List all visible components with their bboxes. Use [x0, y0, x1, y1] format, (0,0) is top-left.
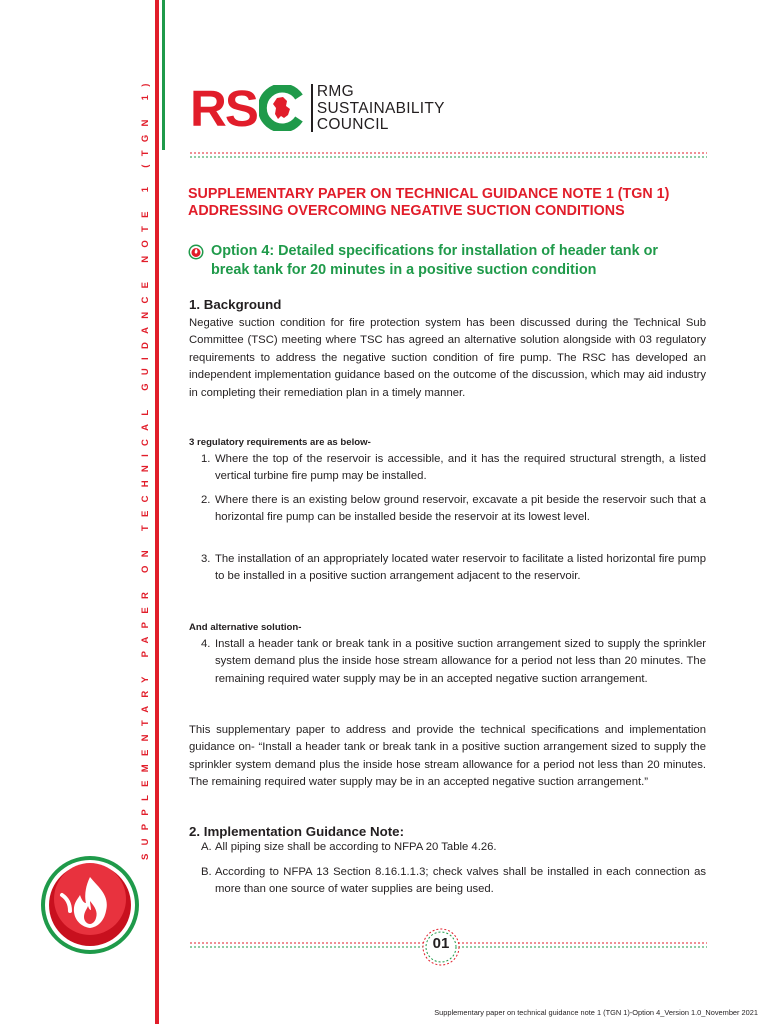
list-item-number: B.: [201, 866, 212, 878]
summary-paragraph: This supplementary paper to address and provide the technical specifications and implementation guidance on- “Install a header tank or break tank in a positive suction arrangement sized to supply the sprinkler system demand plus the inside hose stream allowance for a period not less than 20 minutes. The remaining required water supply may be in an accepted negative suction arrangement.”: [189, 724, 706, 789]
logo-line-3: COUNCIL: [316, 116, 389, 133]
list-item-text: Where the top of the reservoir is accessible, and it has the required structural strength, a listed vertical turbine fire pump may be installed.: [215, 453, 706, 483]
logo-line-1: RMG: [316, 83, 354, 100]
bangladesh-map-icon: [259, 85, 305, 131]
logo-mark: RS: [190, 79, 257, 137]
list-item: [201, 839, 706, 856]
list-item-text: Where there is an existing below ground reservoir, excavate a pit beside the reservoir such that a horizontal fire pump can be installed beside the reservoir at its lowest level.: [215, 494, 706, 524]
list-item-text: Install a header tank or break tank in a positive suction arrangement sized to supply the sprinkler system demand plus the inside hose stream allowance for a period not less than 20 minutes. The remaining required water supply may be in an accepted negative suction arrangement.: [215, 638, 706, 685]
list-item: [201, 864, 706, 899]
list-item: [201, 636, 706, 688]
list-item-text: According to NFPA 13 Section 8.16.1.1.3; check valves shall be installed in each connection as more than one source of water supplies are being used.: [215, 866, 706, 896]
list-item-number: 4.: [201, 638, 211, 650]
top-divider: [190, 152, 707, 158]
logo-divider: [311, 84, 313, 132]
list-item: [201, 492, 706, 527]
list-item: [201, 451, 706, 486]
document-title: [188, 186, 718, 220]
list-item-text: The installation of an appropriately located water reservoir to facilitate a listed horizontal fire pump to be installed in a positive suction arrangement adjacent to the reservoir.: [215, 553, 706, 583]
page-number: 01: [432, 935, 450, 952]
list-item-number: 1.: [201, 453, 211, 465]
background-paragraph: Negative suction condition for fire protection system has been discussed during the Technical Sub Committee (TSC) meeting where TSC has agreed an alternative solution alongside with 03 regulatory requirements to address the negative suction condition of fire pump. The RSC has developed an independent implementation guidance based on the outcome of the discussion, which may aid industry in completing their remediation plan in a timely manner.: [189, 317, 706, 399]
rsc-logo: [190, 79, 445, 137]
list-item-text: All piping size shall be according to NFPA 20 Table 4.26.: [215, 841, 497, 853]
logo-line-2: SUSTAINABILITY: [316, 99, 445, 117]
implementation-heading: 2. Implementation Guidance Note:: [189, 824, 404, 839]
option-heading: [211, 242, 711, 280]
list-item-number: 2.: [201, 494, 211, 506]
background-heading: 1. Background: [189, 297, 282, 312]
title-line-2: ADDRESSING OVERCOMING NEGATIVE SUCTION CONDITIONS: [188, 203, 625, 219]
alternative-label: And alternative solution-: [189, 622, 302, 633]
option-line-1: Option 4: Detailed specifications for installation of header tank or: [211, 243, 658, 259]
list-item-number: A.: [201, 841, 212, 853]
side-stripe-green: [162, 0, 165, 150]
option-bullet-icon: [188, 244, 204, 260]
footer-text: Supplementary paper on technical guidance note 1 (TGN 1)-Option 4_Version 1.0_November 2021: [434, 1008, 758, 1017]
fire-emblem-icon: [40, 855, 140, 955]
list-item: [201, 551, 706, 586]
option-line-2: break tank for 20 minutes in a positive suction condition: [211, 262, 597, 278]
list-item-number: 3.: [201, 553, 211, 565]
title-line-1: SUPPLEMENTARY PAPER ON TECHNICAL GUIDANCE NOTE 1 (TGN 1): [188, 186, 670, 202]
side-banner: SUPPLEMENTARY PAPER ON TECHNICAL GUIDANCE NOTE 1 (TGN 1): [140, 75, 151, 860]
requirements-label: 3 regulatory requirements are as below-: [189, 437, 371, 448]
